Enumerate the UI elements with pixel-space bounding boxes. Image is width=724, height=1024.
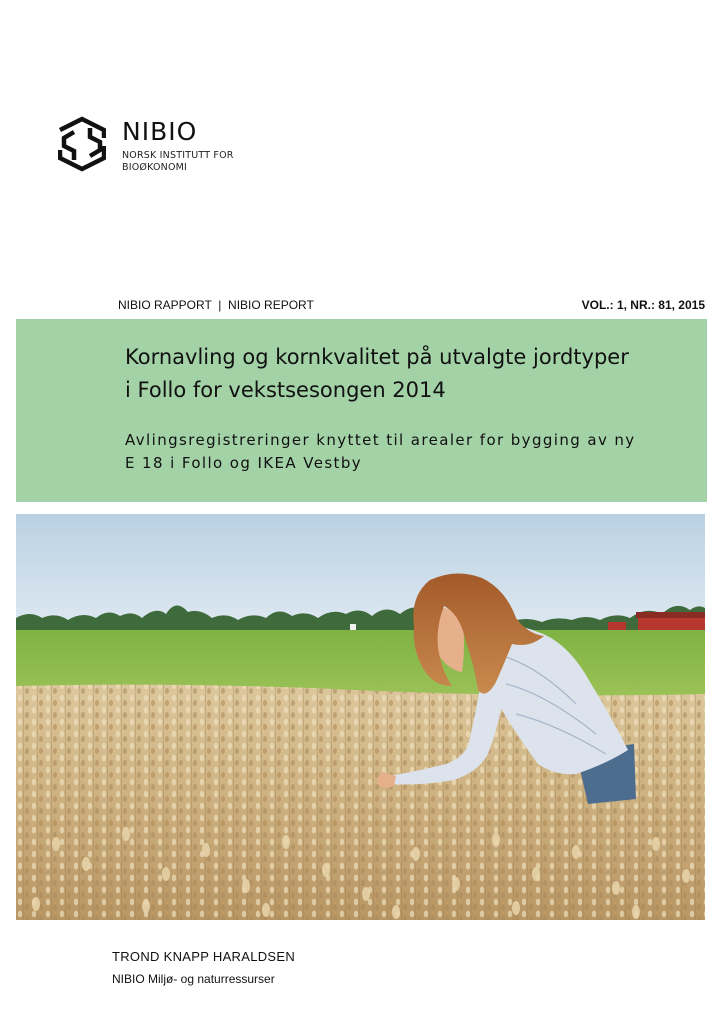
title-band	[16, 319, 707, 502]
report-title	[125, 341, 685, 407]
report-series: NIBIO RAPPORT | NIBIO REPORT	[118, 298, 314, 312]
cover-photo	[16, 514, 705, 920]
report-subtitle-line1: Avlingsregistreringer knyttet til arealer for bygging av ny	[125, 431, 636, 449]
author-name: TROND KNAPP HARALDSEN	[112, 949, 296, 964]
report-subtitle	[125, 429, 665, 475]
report-subtitle-line2: E 18 i Follo og IKEA Vestby	[125, 454, 363, 472]
logo-wordmark: NIBIO	[122, 117, 198, 146]
report-title-line1: Kornavling og kornkvalitet på utvalgte jordtyper	[125, 345, 629, 369]
report-title-line2: i Follo for vekstsesongen 2014	[125, 378, 446, 402]
report-volume: VOL.: 1, NR.: 81, 2015	[581, 298, 705, 312]
nibio-logo	[58, 116, 234, 174]
report-header	[118, 298, 705, 312]
logo-subtitle-line2: BIOØKONOMI	[122, 162, 188, 173]
nibio-logo-icon	[58, 116, 106, 172]
logo-subtitle-line1: NORSK INSTITUTT FOR	[122, 150, 234, 161]
author-affiliation: NIBIO Miljø- og naturressurser	[112, 972, 275, 986]
